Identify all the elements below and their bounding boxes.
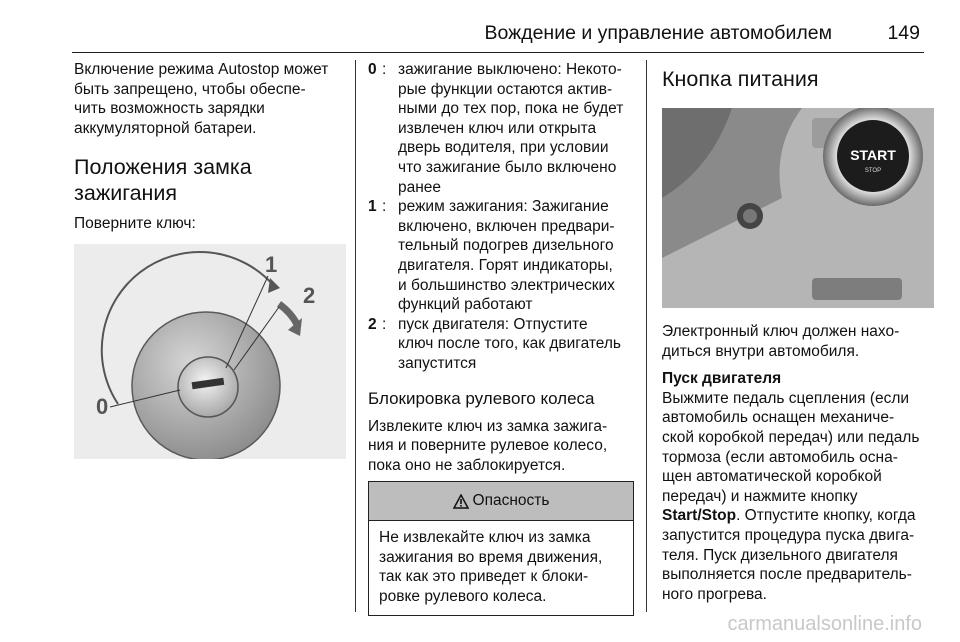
column-right	[662, 60, 934, 604]
lock-text-line: ния и поверните рулевое колесо,	[368, 437, 608, 455]
start-text-line: Start/Stop. Отпустите кнопку, когда	[662, 507, 916, 525]
position-item-0	[368, 60, 634, 197]
danger-line: Не извлекайте ключ из замка	[379, 529, 591, 547]
position-line: и большинство электрических	[398, 276, 615, 294]
start-text-line: передач) и нажмите кнопку	[662, 487, 858, 505]
start-stop-term: Start/Stop	[662, 507, 737, 525]
position-text	[398, 315, 634, 374]
position-line: ными до тех пор, пока не будет	[398, 100, 624, 118]
ignition-key-figure	[74, 244, 346, 459]
danger-header	[369, 482, 633, 521]
lock-text-line: пока оно не заблокируется.	[368, 456, 566, 474]
column-divider	[646, 60, 647, 612]
start-text-line: ного прогрева.	[662, 585, 767, 603]
position-label-0: 0	[96, 393, 109, 419]
position-label-1: 1	[265, 251, 278, 277]
position-key: 2	[368, 315, 377, 333]
instruction-text: Поверните ключ:	[74, 215, 196, 233]
position-text	[398, 60, 634, 197]
position-line: извлечен ключ или открыта	[398, 119, 597, 137]
start-text-line: Выжмите педаль сцепления (если	[662, 389, 910, 407]
ignition-illustration	[74, 244, 346, 459]
warning-icon	[453, 494, 469, 509]
position-line: функций работают	[398, 296, 533, 314]
column-middle	[368, 60, 634, 616]
intro-line: чить возможность зарядки	[74, 100, 265, 118]
danger-title: Опасность	[472, 492, 550, 510]
position-separator: :	[382, 198, 387, 216]
start-text-line: ской коробкой передач) или педаль	[662, 428, 920, 446]
column-divider	[355, 60, 356, 612]
position-separator: :	[382, 315, 387, 333]
position-key: 1	[368, 198, 377, 216]
danger-box	[368, 481, 634, 615]
start-text-line: щен автоматической коробкой	[662, 468, 882, 486]
position-line: включено, включен предвари-	[398, 217, 615, 235]
danger-body	[369, 521, 633, 614]
section-heading-power-button: Кнопка питания	[662, 67, 819, 91]
position-line: двигателя. Горят индикаторы,	[398, 256, 613, 274]
position-line: ранее	[398, 178, 442, 196]
position-key: 0	[368, 61, 377, 78]
position-line: что зажигание было включено	[398, 158, 617, 176]
danger-line: так как это приведет к блоки-	[379, 568, 589, 586]
lock-text-line: Извлеките ключ из замка зажига-	[368, 417, 608, 435]
start-button-photo	[662, 108, 934, 308]
watermark: carmanualsonline.info	[727, 613, 922, 635]
position-label-2: 2	[303, 282, 316, 308]
start-text-line: выполняется после предваритель-	[662, 566, 912, 584]
position-line: дверь водителя, при условии	[398, 139, 609, 157]
position-line: пуск двигателя: Отпустите	[398, 315, 588, 333]
subheading-engine-start: Пуск двигателя	[662, 370, 782, 388]
position-item-2	[368, 315, 634, 374]
start-text-line: теля. Пуск дизельного двигателя	[662, 546, 898, 564]
start-arc	[279, 304, 298, 326]
danger-line: ровке рулевого колеса.	[379, 588, 547, 606]
position-line: зажигание выключено: Некото-	[398, 61, 622, 78]
section-heading-steering-lock: Блокировка рулевого колеса	[368, 388, 595, 408]
position-line: рые функции остаются актив-	[398, 80, 613, 98]
start-text-line: тормоза (если автомобиль осна-	[662, 448, 898, 466]
position-text	[398, 197, 634, 315]
arc-arrow-head	[268, 278, 280, 293]
start-text-line: автомобиль оснащен механиче-	[662, 409, 895, 427]
lower-panel	[812, 278, 902, 300]
dashboard-illustration	[662, 108, 934, 308]
position-line: ключ после того, как двигатель	[398, 335, 622, 353]
intro-line: аккумуляторной батареи.	[74, 119, 257, 137]
section-heading-ignition: Положения замка	[74, 155, 252, 180]
section-heading-ignition: зажигания	[74, 181, 178, 206]
page-number: 149	[887, 22, 920, 44]
page-header	[72, 18, 924, 53]
page-header-title: Вождение и управление автомобилем	[484, 22, 832, 44]
column-left	[74, 60, 346, 459]
position-separator: :	[382, 61, 387, 78]
start-text-line: запустится процедура пуска двига-	[662, 526, 915, 544]
intro-line: быть запрещено, чтобы обеспе-	[74, 80, 306, 98]
position-item-1	[368, 197, 634, 315]
position-line: запустится	[398, 354, 477, 372]
key-note-line: Электронный ключ должен нахо-	[662, 323, 900, 340]
stop-label: STOP	[864, 168, 882, 174]
danger-line: зажигания во время движения,	[379, 548, 603, 566]
position-line: режим зажигания: Зажигание	[398, 198, 609, 216]
position-line: тельный подогрев дизельного	[398, 237, 614, 255]
intro-line: Включение режима Autostop может	[74, 61, 329, 78]
start-label: START	[850, 147, 896, 163]
key-note-line: диться внутри автомобиля.	[662, 342, 860, 360]
